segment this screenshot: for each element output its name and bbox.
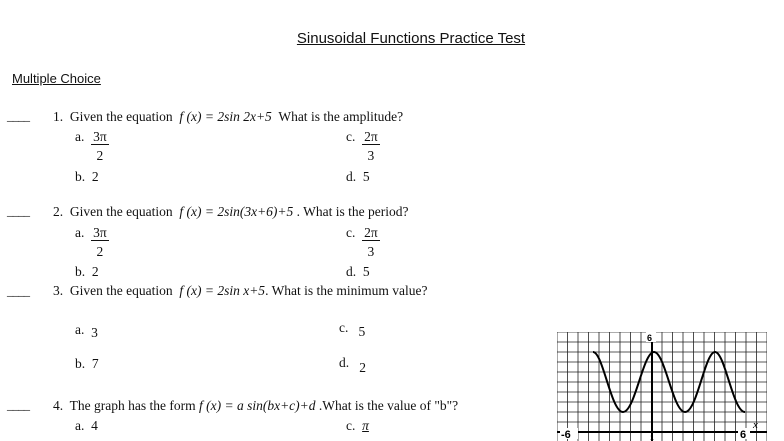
denominator: 2 bbox=[96, 244, 104, 259]
option-label: c. bbox=[346, 418, 356, 433]
option-value: 5 bbox=[362, 264, 370, 279]
option-d[interactable] bbox=[339, 355, 366, 375]
denominator: 3 bbox=[367, 148, 375, 163]
answer-blank-3[interactable]: ____ bbox=[7, 283, 29, 298]
option-d[interactable] bbox=[346, 169, 370, 185]
question-prefix: Given the equation bbox=[69, 109, 173, 124]
option-label: a. bbox=[75, 129, 85, 144]
tick-label: 1 bbox=[650, 435, 654, 441]
option-label: b. bbox=[75, 356, 86, 371]
option-d[interactable] bbox=[346, 264, 370, 280]
option-a[interactable] bbox=[75, 225, 109, 260]
option-a[interactable] bbox=[75, 418, 98, 434]
option-value: 2 bbox=[91, 169, 99, 184]
question-number: 2. bbox=[53, 204, 64, 219]
option-value: 5 bbox=[362, 169, 370, 184]
page-title: Sinusoidal Functions Practice Test bbox=[296, 30, 526, 47]
question-text: . What is the minimum value? bbox=[265, 283, 428, 298]
denominator: 3 bbox=[367, 244, 375, 259]
graph-grid bbox=[557, 332, 767, 441]
x-min-label: -6 bbox=[561, 429, 571, 441]
option-label: d. bbox=[339, 355, 350, 370]
option-b[interactable] bbox=[75, 356, 99, 372]
question-number: 4. bbox=[53, 398, 64, 413]
option-label: c. bbox=[346, 225, 356, 240]
answer-blank-4[interactable]: ____ bbox=[7, 397, 29, 412]
question-equation: f (x) = 2sin x+5 bbox=[179, 283, 266, 298]
fraction bbox=[362, 129, 380, 164]
denominator: 2 bbox=[96, 148, 104, 163]
fraction bbox=[91, 129, 109, 164]
option-label: c. bbox=[346, 129, 356, 144]
option-label: a. bbox=[75, 225, 85, 240]
x-max-label: 6 bbox=[740, 429, 747, 441]
option-label: a. bbox=[75, 418, 85, 433]
section-heading: Multiple Choice bbox=[12, 71, 101, 86]
question-equation: f (x) = a sin(bx+c)+d bbox=[198, 398, 316, 413]
option-value: 3 bbox=[91, 325, 98, 340]
numerator: 2π bbox=[364, 225, 378, 240]
question-prefix: Given the equation bbox=[69, 204, 173, 219]
numerator: 3π bbox=[93, 129, 107, 144]
question-3 bbox=[53, 283, 428, 299]
option-c[interactable] bbox=[346, 129, 380, 164]
option-label: d. bbox=[346, 264, 357, 279]
answer-blank-1[interactable]: ____ bbox=[7, 108, 29, 123]
question-2 bbox=[53, 204, 409, 220]
option-value: 4 bbox=[91, 418, 98, 433]
option-label: c. bbox=[339, 320, 349, 335]
question-prefix: The graph has the form bbox=[69, 398, 196, 413]
question-equation: f (x) = 2sin(3x+6)+5 bbox=[179, 204, 294, 219]
option-value: 2 bbox=[359, 360, 366, 375]
question-number: 1. bbox=[53, 109, 64, 124]
x-axis-label: x bbox=[753, 419, 758, 431]
question-prefix: Given the equation bbox=[69, 283, 173, 298]
numerator: 2π bbox=[364, 129, 378, 144]
y-label: 6 bbox=[647, 333, 653, 343]
option-c[interactable] bbox=[346, 225, 380, 260]
option-c[interactable] bbox=[339, 320, 366, 339]
answer-blank-2[interactable]: ____ bbox=[7, 203, 29, 218]
sinusoid-graph bbox=[557, 332, 767, 441]
option-value: 7 bbox=[91, 356, 99, 371]
question-text: . What is the period? bbox=[296, 204, 409, 219]
question-1 bbox=[53, 109, 403, 125]
numerator: 3π bbox=[93, 225, 107, 240]
fraction bbox=[362, 225, 380, 260]
option-value: 2 bbox=[91, 264, 99, 279]
option-label: a. bbox=[75, 322, 85, 337]
option-a[interactable] bbox=[75, 322, 98, 338]
option-label: d. bbox=[346, 169, 357, 184]
option-value: 5 bbox=[358, 324, 366, 339]
fraction bbox=[91, 225, 109, 260]
option-c[interactable] bbox=[346, 418, 369, 434]
question-4 bbox=[53, 398, 458, 414]
question-text: .What is the value of "b"? bbox=[318, 398, 459, 413]
question-number: 3. bbox=[53, 283, 64, 298]
question-equation: f (x) = 2sin 2x+5 bbox=[179, 109, 272, 124]
option-value: π bbox=[362, 418, 369, 433]
option-a[interactable] bbox=[75, 129, 109, 164]
question-text: What is the amplitude? bbox=[278, 109, 404, 124]
option-label: b. bbox=[75, 264, 86, 279]
option-b[interactable] bbox=[75, 169, 99, 185]
option-b[interactable] bbox=[75, 264, 99, 280]
option-label: b. bbox=[75, 169, 86, 184]
